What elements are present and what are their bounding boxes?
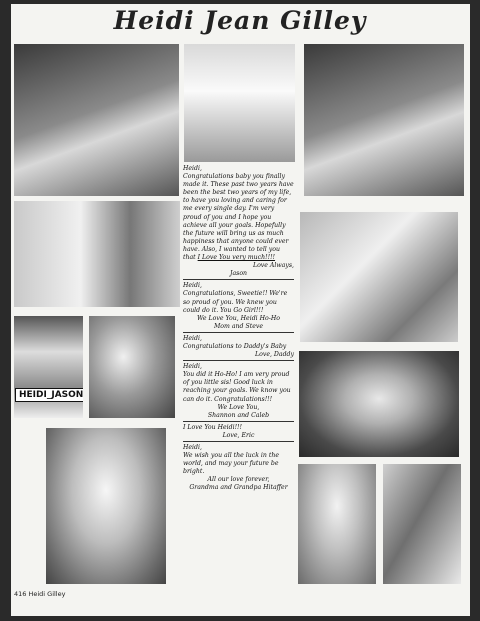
senior-portrait-left	[14, 44, 179, 196]
letter-jason	[183, 165, 294, 280]
letter-signature: Shannon and Caleb	[207, 411, 270, 419]
letter-love-line: I Love You very much!!!!	[197, 254, 276, 262]
family-outdoor-photo	[383, 464, 461, 584]
mother-and-child-photo	[89, 316, 175, 418]
letter-body: We wish you all the luck in the world, and may your future be bright.	[183, 452, 279, 476]
page-footer: 416 Heidi Gilley	[14, 590, 66, 598]
letter-greeting: Heidi,	[183, 363, 202, 371]
dad-and-daughter-photo	[300, 212, 458, 342]
letter-eric	[183, 424, 294, 442]
letter-closing: We Love You, Heidi Ho-Ho	[197, 314, 280, 322]
letter-greeting: Heidi,	[183, 334, 202, 342]
letter-signature: Grandma and Grandpa Hitaffer	[189, 484, 288, 492]
letter-body: I Love You Heidi!!!	[183, 423, 243, 431]
name-sign: HEIDI_JASON	[15, 388, 83, 402]
letter-signature: Mom and Steve	[213, 322, 264, 330]
letter-greeting: Heidi,	[183, 165, 202, 172]
letter-closing: Love Always,	[252, 262, 294, 270]
letter-body: You did it Ho-Ho! I am very proud of you little sis! Good luck in reaching your goals. We know you can do it. Congratulations!!!	[183, 371, 291, 403]
letter-mom-steve	[183, 282, 294, 333]
letter-shannon-caleb	[183, 363, 294, 422]
prom-photo	[184, 44, 295, 162]
letter-body-text: Congratulations baby you finally made it. These past two years have been the best two years of my life, to have you loving and caring for me every single day. I'm very proud of you and I hope you achieve all your goals. Hopefully the future will bring us as much happiness that anyone could ever have. Also, I wanted to tell you that	[183, 173, 294, 262]
family-group-photo	[299, 351, 459, 457]
childhood-portrait-photo	[46, 428, 166, 584]
toddler-pigtails-photo	[298, 464, 376, 584]
letter-body: Congratulations, Sweetie!! We're so proud of you. We knew you could do it. You Go Girl!!!	[183, 290, 288, 314]
letter-signature: Love, Eric	[222, 431, 255, 439]
letter-daddy	[183, 335, 294, 361]
page-title: Heidi Jean Gilley	[113, 6, 367, 35]
letter-signature: Jason	[229, 270, 248, 278]
letter-greeting: Heidi,	[183, 282, 202, 290]
letter-closing: We Love You,	[217, 403, 260, 411]
letter-body: Congratulations to Daddy's Baby	[183, 342, 287, 350]
letter-body	[183, 173, 294, 262]
couple-with-sign-photo	[14, 316, 83, 418]
letter-signature: Love, Daddy	[255, 351, 294, 359]
baby-photo	[14, 201, 180, 307]
letter-greeting: Heidi,	[183, 444, 202, 451]
letter-closing: All our love forever,	[207, 476, 270, 484]
letter-grandparents	[183, 444, 294, 494]
senior-portrait-right	[304, 44, 464, 196]
letters-column	[183, 165, 294, 496]
